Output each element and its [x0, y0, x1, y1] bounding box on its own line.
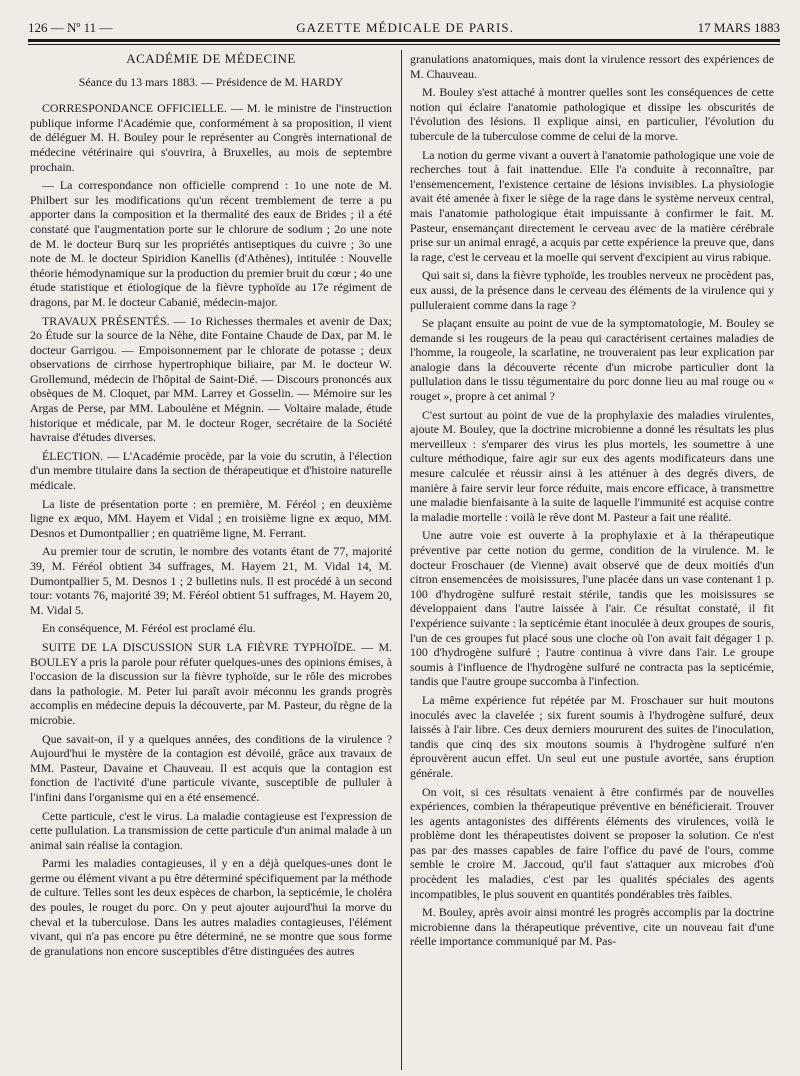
left-column — [30, 52, 392, 1067]
paragraph: Une autre voie est ouverte à la prophylaxie et à la thérapeutique préventive par cette notion du germe, condition de la virulence. M. le docteur Froschauer (de Vienne) avait observé que de deux moitiés d'un citron ensemencées de moisissures, l'une placée dans un vase contenant 1 p. 100 d'hydrogène sulfuré restait stérile, tandis que les moisissures se développaient dans l'autre laissée à l'air. Ce résultat constaté, il fit l'expérience suivante : la septicémie étant inoculée à deux groupes de souris, l'un de ces groupes fut placé sous une cloche où l'on avait fait dégager 1 p. 100 d'hydrogène sulfuré ; l'autre continua à vivre dans l'air. Le groupe soumis à l'influence de l'hydrogène sulfuré ne contracta pas la septicémie, tandis que l'autre groupe succomba à l'infection. — [410, 528, 774, 689]
paragraph: Que savait-on, il y a quelques années, des conditions de la virulence ? Aujourd'hui le mystère de la contagion est dévoilé, grâce aux travaux de MM. Pasteur, Davaine et Chauveau. Il est acquis que la contagion est fonction de l'activité d'une particule vivante, susceptible de pulluler à l'infini dans l'organisme qui en a été ensemencé. — [30, 731, 392, 804]
journal-title: GAZETTE MÉDICALE DE PARIS. — [296, 20, 514, 35]
right-column — [410, 52, 774, 1067]
paragraph: Se plaçant ensuite au point de vue de la symptomatologie, M. Bouley se demande si les rougeurs de la peau qui caractérisent certaines maladies de l'homme, la rougeole, la scarlatine, ne trouveraient pas leur explication par analogie dans la découverte récente d'un microbe particulier dont la pullulation dans le tissu tégumentaire du porc donne lieu au mal rouge ou « rouget », propre à cet animal ? — [410, 316, 774, 404]
paragraph: ÉLECTION. — L'Académie procède, par la voie du scrutin, à l'élection d'un membre titulaire dans la section de thérapeutique et d'histoire naturelle médicale. — [30, 448, 392, 493]
paragraph: CORRESPONDANCE OFFICIELLE. — M. le ministre de l'instruction publique informe l'Académie que, conformément à sa proposition, il vient de déléguer M. H. Bouley pour le représenter au Congrès international de médecine vétérinaire qui s'ouvrira, à Bruxelles, au mois de septembre prochain. — [30, 101, 392, 174]
paragraph: La même expérience fut répétée par M. Froschauer sur huit moutons inoculés avec la clavelée ; six furent soumis à l'hydrogène sulfuré, deux laissés à l'air libre. Ces deux derniers moururent des suites de l'inoculation, tandis que cinq des six moutons soumis à l'hydrogène sulfuré n'en éprouvèrent aucun effet. Un seul eut une pustule avortée, sans éruption générale. — [410, 692, 774, 780]
paragraph: M. Bouley, après avoir ainsi montré les progrès accomplis par la doctrine microbienne dans la thérapeutique préventive, cite un nouveau fait d'une réelle importance communiqué par M. Pas- — [410, 905, 774, 949]
paragraph: On voit, si ces résultats venaient à être confirmés par de nouvelles expériences, combien la thérapeutique préventive en bénéficierait. Trouver les agents antagonistes des différents éléments des virulences, voilà le problème dont les thérapeutistes doivent se proposer la solution. Ce n'est pas par des masses capables de faire l'office du pavé de l'ours, comme semble le croire M. Jaccoud, qu'il faut s'attaquer aux microbes d'où procèdent les maladies, c'est par les qualités spéciales des agents incompatibles, le plus souvent en quantités pondérables très faibles. — [410, 784, 774, 901]
paragraph: Qui sait si, dans la fièvre typhoïde, les troubles nerveux ne procèdent pas, eux aussi, de la présence dans le cerveau des éléments de la virulence qui y pulluleraient comme dans la rage ? — [410, 268, 774, 312]
column-divider — [401, 50, 402, 1070]
seance-line: Séance du 13 mars 1883. — Présidence de M. HARDY — [78, 74, 344, 89]
paragraph: La notion du germe vivant a ouvert à l'anatomie pathologique une voie de recherches tout à fait inattendue. Elle l'a conduite à reconnaître, par l'ensemencement, l'existence certaine de lésions invisibles. La physiologie avait été amenée à fixer le siège de la rage dans le système nerveux central, mais l'anatomie pathologique était impuissante à confirmer le fait. M. Pasteur, ensemançant directement le cerveau avec de la matière cérébrale prise sur un animal enragé, a acquis par cette expérience la preuve que, dans la rage, c'est le cerveau et la moelle qui servent d'excipient au virus rabique. — [410, 147, 774, 264]
paragraph: — La correspondance non officielle comprend : 1o une note de M. Philbert sur les modifications qu'un récent tremblement de terre a pu apporter dans la composition et la thermalité des eaux de Brides ; il a été constaté que l'augmentation porte sur le chlorure de sodium ; 2o une note de M. le docteur Burq sur les propriétés antiseptiques du cuivre ; 3o une note de M. le docteur Spiridion Kanellis (d'Athènes), intitulée : Nouvelle théorie hémodynamique sur la production du premier bruit du cœur ; 4o une étude statistique et étiologique de la fièvre typhoïde au 17e régiment de dragons, par M. le docteur Cabanié, médecin-major. — [30, 178, 392, 309]
header-rule-thin — [28, 44, 780, 45]
paragraph: Cette particule, c'est le virus. La maladie contagieuse est l'expression de cette pullulation. La transmission de cette particule d'un animal malade à un animal sain réalise la contagion. — [30, 808, 392, 852]
paragraph: Parmi les maladies contagieuses, il y en a déjà quelques-unes dont le germe ou élément vivant a pu être déterminé spécifiquement par la méthode de culture. Telles sont les deux espèces de charbon, la septicémie, le choléra des poules, le rouget du porc. On y peut ajouter aujourd'hui la morve du cheval et la tuberculose. Dans les autres maladies contagieuses, l'élément vivant, qui n'a pas encore pu être déterminé, ne se montre que sous forme de granulations non encore susceptibles d'être distinguées des autres — [30, 856, 392, 958]
issue-date: 17 MARS 1883 — [697, 20, 780, 35]
page-number: 126 — Nº 11 — — [28, 20, 113, 35]
paragraph: C'est surtout au point de vue de la prophylaxie des maladies virulentes, ajoute M. Bouley, que la doctrine microbienne a donné les résultats les plus merveilleux : s'emparer des virus les plus mortels, les soumettre à une culture méthodique, faire agir sur eux des agents modificateurs dans une mesure calculée et réussir ainsi à les atténuer à des degrés divers, de manière à faire servir leur force réduite, mais encore efficace, à transmettre une maladie bienfaisante à la suite de laquelle l'immunité est acquise contre la maladie mortelle : voilà le rêve dont M. Pasteur a fait une réalité. — [410, 407, 774, 524]
paragraph: TRAVAUX PRÉSENTÉS. — 1o Richesses thermales et avenir de Dax; 2o Étude sur la source de la Nèhe, dite Fontaine Chaude de Dax, par M. le docteur Garrigou. — Empoisonnement par le chlorate de potasse ; deux observations de cirrhose hypertrophique biliaire, par M. le docteur W. Grollemund, médecin de l'hôpital de Saint-Dié. — Discours prononcés aux obsèques de M. Cloquet, par MM. Larrey et Gosselin. — Mémoire sur les Argas de Perse, par MM. Laboulène et Mégnin. — Voltaire malade, étude historique et médicale, par M. le docteur Roger, secrétaire de la Société havraise d'études diverses. — [30, 313, 392, 445]
paragraph: Au premier tour de scrutin, le nombre des votants étant de 77, majorité 39, M. Féréol obtient 34 suffrages, M. Hayem 21, M. Vidal 14, M. Dumontpallier 5, M. Desnos 1 ; 2 bulletins nuls. Il est procédé à un second tour: votants 76, majorité 39; M. Féréol obtient 51 suffrages, M. Hayem 20, M. Vidal 5. — [30, 544, 392, 617]
page-header — [28, 20, 780, 40]
paragraph: SUITE DE LA DISCUSSION SUR LA FIÈVRE TYPHOÏDE. — M. BOULEY a pris la parole pour réfuter quelques-unes des opinions émises, à l'occasion de la discussion sur la fièvre typhoïde, sur le rôle des microbes dans la pathologie. M. Peter lui paraît avoir méconnu les grands progrès accomplis en médecine depuis la découverte, par M. Pasteur, du règne de la microbie. — [30, 639, 392, 727]
paragraph: M. Bouley s'est attaché à montrer quelles sont les conséquences de cette notion qui éclaire l'anatomie pathologique et dissipe les obscurités de l'évolution des lésions. Il explique ainsi, en particulier, l'évolution du tubercule de la tuberculose comme de celui de la morve. — [410, 85, 774, 143]
section-title: ACADÉMIE DE MÉDECINE — [126, 52, 296, 66]
paragraph: En conséquence, M. Féréol est proclamé élu. — [42, 621, 256, 636]
paragraph: La liste de présentation porte : en première, M. Féréol ; en deuxième ligne ex æquo, MM. Hayem et Vidal ; en troisième ligne ex æquo, MM. Desnos et Dumontpallier ; en quatrième ligne, M. Ferrant. — [30, 496, 392, 540]
paragraph: granulations anatomiques, mais dont la virulence ressort des expériences de M. Chauveau. — [410, 52, 774, 81]
header-rule-thick — [28, 39, 780, 42]
